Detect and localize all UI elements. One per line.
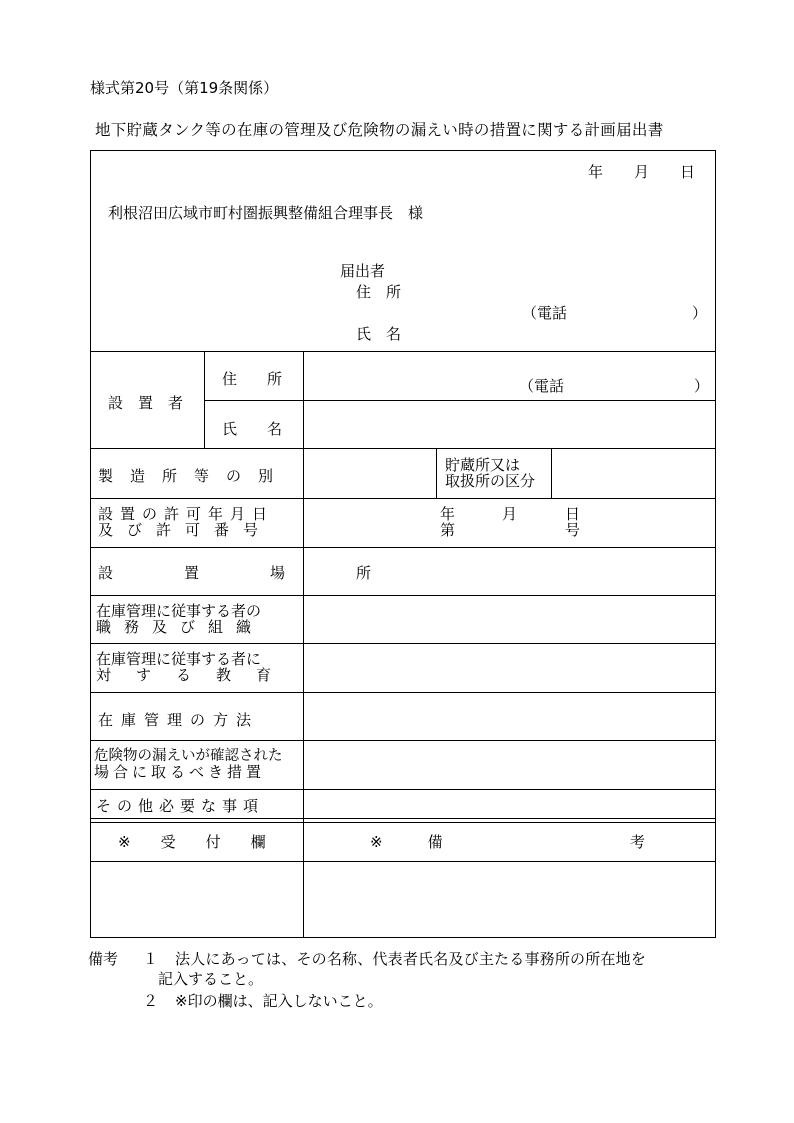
note-2-number: ２ [143, 992, 159, 1010]
note-2-text: ※印の欄は、記入しないこと。 [175, 992, 383, 1010]
permit-no-suffix: 号 [565, 521, 581, 539]
note-1-text: 法人にあっては、その名称、代表者氏名及び主たる事務所の所在地を [175, 950, 647, 968]
addressee: 利根沼田広域市町村圏振興整備組合理事長 様 [108, 204, 424, 222]
education-label-1: 在庫管理に従事する者に [96, 650, 262, 668]
facility-type-label: 製 造 所 等 の 別 [98, 467, 275, 485]
method-label: 在庫管理の方法 [98, 711, 260, 729]
other-label: その他必要な事項 [96, 797, 265, 815]
installer-name-label: 氏 名 [222, 420, 283, 438]
permit-year: 年 [440, 505, 456, 523]
date-month: 月 [634, 163, 650, 181]
notifier-address-label: 住 所 [356, 283, 402, 301]
storage-class-label-1: 貯蔵所又は [445, 456, 521, 474]
reception-label: ※ 受 付 欄 [118, 833, 266, 851]
installer-label: 設 置 者 [108, 394, 184, 412]
education-label-2: 対する教育 [96, 666, 297, 684]
installer-address-label: 住 所 [222, 370, 283, 388]
date-year: 年 [588, 163, 604, 181]
notifier-name-label: 氏 名 [356, 325, 402, 343]
staff-label-2: 職務及び組織 [96, 618, 265, 636]
permit-no-prefix: 第 [440, 521, 456, 539]
remarks-label-left: ※ 備 [370, 833, 443, 851]
leak-label-2: 場合に取るべき措置 [94, 763, 266, 781]
location-label: 設 置 場 所 [98, 564, 400, 582]
permit-label-2: 及び許可番号 [98, 521, 273, 539]
notes-heading: 備考 [88, 950, 119, 968]
note-1-number: １ [143, 950, 159, 968]
date-day: 日 [680, 163, 696, 181]
staff-label-1: 在庫管理に従事する者の [96, 602, 262, 620]
permit-day: 日 [565, 505, 581, 523]
storage-class-label-2: 取扱所の区分 [445, 472, 536, 490]
notifier-phone-open: （電話 [522, 304, 568, 322]
notifier-label: 届出者 [340, 262, 386, 280]
leak-label-1: 危険物の漏えいが確認された [94, 748, 283, 764]
form-number: 様式第20号（第19条関係） [90, 79, 279, 97]
form-title: 地下貯蔵タンク等の在庫の管理及び危険物の漏えい時の措置に関する計画届出書 [95, 121, 664, 139]
permit-label-1: 設置の許可年月日 [98, 505, 275, 523]
remarks-label-right: 考 [630, 833, 646, 851]
installer-phone-open: （電話 [519, 377, 565, 395]
note-1-text-continued: 記入すること。 [158, 970, 264, 988]
installer-phone-close: ） [694, 377, 710, 395]
permit-month: 月 [502, 505, 518, 523]
notifier-phone-close: ） [692, 304, 708, 322]
